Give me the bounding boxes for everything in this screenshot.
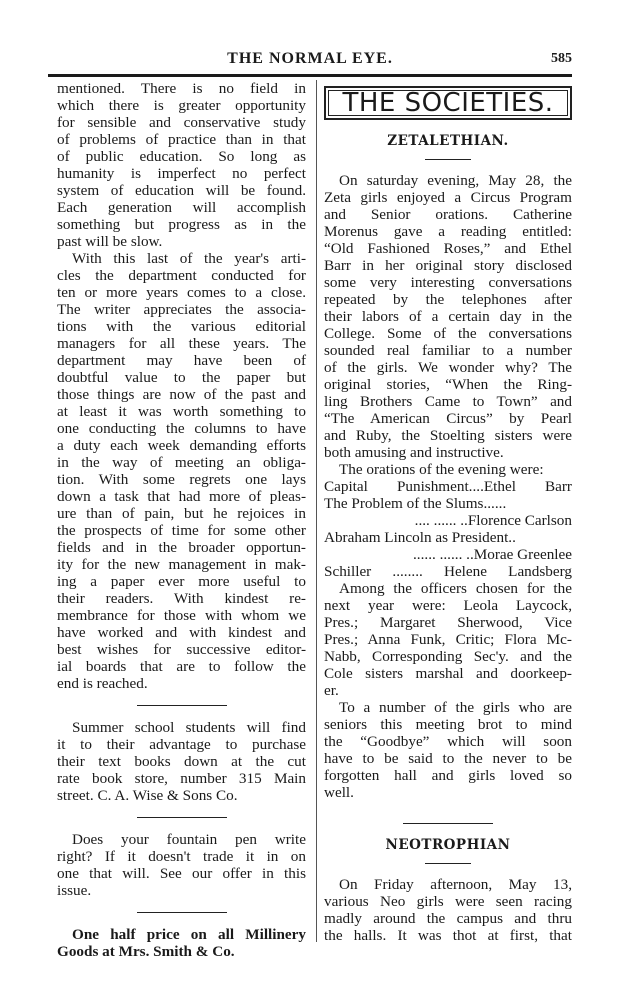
text-line: The writer appreciates the associa- xyxy=(57,301,306,318)
text-line: the “Goodbye” which will soon xyxy=(324,733,572,750)
article-continuation-paragraph xyxy=(57,80,306,250)
text-line: of the girls. We wonder why? The xyxy=(324,359,572,376)
text-line: humanity is imperfect no perfect xyxy=(57,165,306,182)
orations-intro xyxy=(324,461,572,478)
oration-title: Abraham Lincoln as President.. xyxy=(324,529,516,546)
text-line: well. xyxy=(324,784,354,801)
text-line: end is reached. xyxy=(57,675,148,692)
zetalethian-paragraph xyxy=(324,172,572,461)
text-line: the prospects of time for some other xyxy=(57,522,306,539)
text-line: Pres.; Anna Funk, Critic; Flora Mc- xyxy=(324,631,572,648)
text-line: those things are now of the past and xyxy=(57,386,306,403)
text-line: repeated by the telephones after xyxy=(324,291,572,308)
text-line: madly around the campus and thru xyxy=(324,910,572,927)
text-line: Among the officers chosen for the xyxy=(339,580,572,597)
text-line: Summer school students will find xyxy=(72,719,306,736)
neotrophian-paragraph xyxy=(324,876,572,944)
text-line: best wishes for successive editor- xyxy=(57,641,306,658)
text-line: both amusing and instructive. xyxy=(324,444,504,461)
section-heading-zetalethian: ZETALETHIAN. xyxy=(387,133,509,149)
text-line: sounded real familiar to a number xyxy=(324,342,572,359)
text-line: Each generation will accomplish xyxy=(57,199,306,216)
text-line: cles the department conducted for xyxy=(57,267,306,284)
text-line: “Old Fashioned Roses,” and Ethel xyxy=(324,240,572,257)
text-line: Barr in her original story disclosed xyxy=(324,257,572,274)
text-line: right? If it doesn't trade it in on xyxy=(57,848,306,865)
text-line: Pres.; Margaret Sherwood, Vice xyxy=(324,614,572,631)
text-line: With this last of the year's arti- xyxy=(72,250,306,267)
text-line: have to be said to the never to be xyxy=(324,750,572,767)
separator-rule xyxy=(137,817,227,818)
text-line: Nabb, Corresponding Sec'y. and the xyxy=(324,648,572,665)
text-line: in the way of meeting an obliga- xyxy=(57,454,306,471)
text-line: forgotten hall and girls loved so xyxy=(324,767,572,784)
text-line: street. C. A. Wise & Sons Co. xyxy=(57,787,238,804)
left-column xyxy=(57,80,306,960)
text-line: which there is greater opportunity xyxy=(57,97,306,114)
text-line: various Neo girls were seen racing xyxy=(324,893,572,910)
text-line: one conducting the columns to have xyxy=(57,420,306,437)
text-line: and Ruby, the Stoelting sisters were xyxy=(324,427,572,444)
societies-title-box xyxy=(324,86,572,120)
separator-rule xyxy=(137,705,227,706)
ad-millinery xyxy=(57,926,306,960)
separator-rule xyxy=(137,912,227,913)
text-line: tions with the various editorial xyxy=(57,318,306,335)
text-line: down a task that had more of pleas- xyxy=(57,488,306,505)
text-line: Cole sisters marshal and doorkeep- xyxy=(324,665,572,682)
text-line: past will be slow. xyxy=(57,233,163,250)
oration-title: The Problem of the Slums...... xyxy=(324,495,507,512)
text-line: ure than of pain, but he rejoices in xyxy=(57,505,306,522)
text-line: ing a paper ever more useful to xyxy=(57,573,306,590)
text-line: their labors of a certain day in the xyxy=(324,308,572,325)
text-line: Morenus gave a reading entitled: xyxy=(324,223,572,240)
oration-speaker: ...... ...... ..Morae Greenlee xyxy=(413,546,572,563)
page-number: 585 xyxy=(551,51,572,66)
text-line: mentioned. There is no field in xyxy=(57,80,306,97)
ad-book-store xyxy=(57,719,306,804)
text-line: ial boards that are to follow the xyxy=(57,658,306,675)
ad-fountain-pen xyxy=(57,831,306,899)
text-line: On saturday evening, May 28, the xyxy=(339,172,572,189)
text-line: ten or more years comes to a close. xyxy=(57,284,306,301)
text-line: their text books down at the cut xyxy=(57,753,306,770)
text-line: original stories, “When the Ring- xyxy=(324,376,572,393)
oration-speaker: .... ...... ..Florence Carlson xyxy=(414,512,572,529)
text-line: of problems of practice than in that xyxy=(57,131,306,148)
text-line: seniors this meeting brot to mind xyxy=(324,716,572,733)
text-line: Does your fountain pen write xyxy=(72,831,306,848)
text-line: managers for all these years. The xyxy=(57,335,306,352)
text-line: Goods at Mrs. Smith & Co. xyxy=(57,943,235,960)
section-heading-neotrophian: NEOTROPHIAN xyxy=(385,837,511,853)
text-line: ity for the new management in mak- xyxy=(57,556,306,573)
officers-paragraph xyxy=(324,580,572,699)
text-line: their readers. With kindest re- xyxy=(57,590,306,607)
text-line: membrance for those with whom we xyxy=(57,607,306,624)
text-line: something but progress as in the xyxy=(57,216,306,233)
separator-rule xyxy=(403,823,493,824)
text-line: rate book store, number 315 Main xyxy=(57,770,306,787)
text-line: One half price on all Millinery xyxy=(72,926,306,943)
text-line: department may have been of xyxy=(57,352,306,369)
text-line: have worked and with kindest and xyxy=(57,624,306,641)
text-line: On Friday afternoon, May 13, xyxy=(339,876,572,893)
text-line: “The American Circus” by Pearl xyxy=(324,410,572,427)
text-line: a duty each week demanding efforts xyxy=(57,437,306,454)
publication-title: THE NORMAL EYE. xyxy=(227,50,393,67)
text-line: doubtful value to the paper but xyxy=(57,369,306,386)
text-line: for sensible and conservative study xyxy=(57,114,306,131)
text-line: issue. xyxy=(57,882,92,899)
text-line: To a number of the girls who are xyxy=(339,699,572,716)
text-line: College. Some of the conversations xyxy=(324,325,572,342)
text-line: system of education will be found. xyxy=(57,182,306,199)
text-line: some very interesting conversations xyxy=(324,274,572,291)
text-line: tion. With some regrets one lays xyxy=(57,471,306,488)
text-line: and Senior orations. Catherine xyxy=(324,206,572,223)
article-closing-paragraph xyxy=(57,250,306,692)
separator-rule xyxy=(425,159,471,160)
text-line: ling Brothers Came to Town” and xyxy=(324,393,572,410)
header-rule xyxy=(48,74,572,77)
text-line: Zeta girls enjoyed a Circus Program xyxy=(324,189,572,206)
orations-list xyxy=(324,478,572,580)
text-line: next year were: Leola Laycock, xyxy=(324,597,572,614)
goodbye-paragraph xyxy=(324,699,572,801)
oration-title: Schiller ........ Helene Landsberg xyxy=(324,563,572,580)
text-line: fields and in the broader opportun- xyxy=(57,539,306,556)
societies-title: THE SOCIETIES. xyxy=(328,90,568,116)
text-line: the halls. It was thot at first, that xyxy=(324,927,572,944)
right-column xyxy=(324,80,572,944)
text-line: er. xyxy=(324,682,339,699)
orations-intro-text: The orations of the evening were: xyxy=(339,461,544,478)
text-line: one that will. See our offer in this xyxy=(57,865,306,882)
separator-rule xyxy=(425,863,471,864)
oration-title: Capital Punishment....Ethel Barr xyxy=(324,478,572,495)
column-divider xyxy=(316,80,317,942)
text-line: of public education. So long as xyxy=(57,148,306,165)
page-header xyxy=(48,44,572,68)
text-line: at least it was worth something to xyxy=(57,403,306,420)
text-line: it to their advantage to purchase xyxy=(57,736,306,753)
